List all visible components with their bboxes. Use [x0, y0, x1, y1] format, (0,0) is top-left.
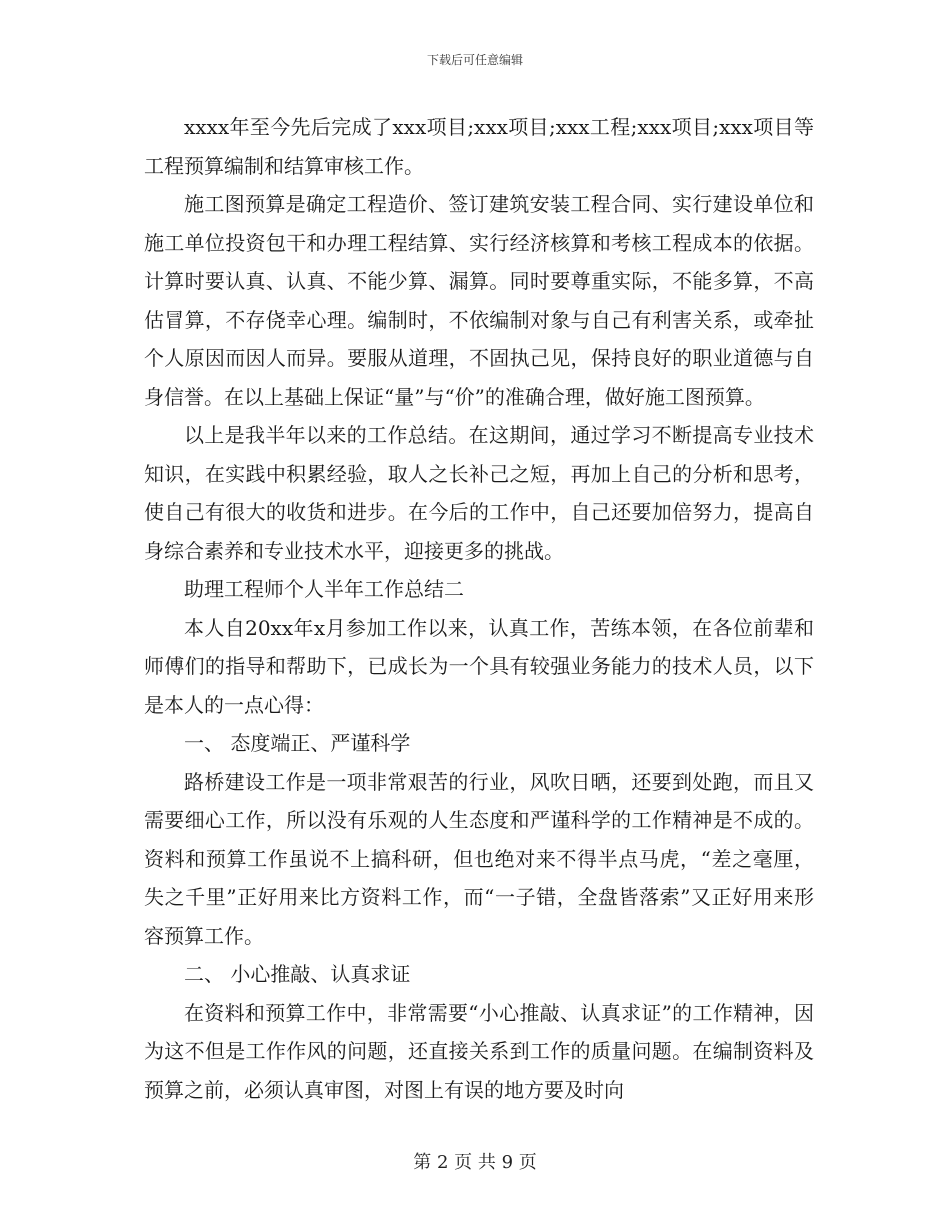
- subheading-attitude: 一、 态度端正、严谨科学: [184, 731, 411, 755]
- section-title-summary-two: 助理工程师个人半年工作总结二: [184, 577, 464, 601]
- document-body: [144, 108, 814, 1109]
- page-footer-page-number: 第 2 页 共 9 页: [413, 1152, 537, 1173]
- paragraph-construction-budget: 施工图预算是确定工程造价、签订建筑安装工程合同、实行建设单位和施工单位投资包干和办理工程结算、实行经济核算和考核工程成本的依据。计算时要认真、认真、不能少算、漏算。同时要尊重实际，不能多算，不高估冒算，不存侥幸心理。编制时，不依编制对象与自己有利害关系，或牵扯个人原因而因人而异。要服从道理，不固执己见，保持良好的职业道德与自身信誉。在以上基础上保证“量”与“价”的准确合理，做好施工图预算。: [144, 192, 814, 409]
- paragraph-project-list: xxxx年至今先后完成了xxx项目;xxx项目;xxx工程;xxx项目;xxx项目等工程预算编制和结算审核工作。: [144, 115, 814, 178]
- paragraph-verification: 在资料和预算工作中，非常需要“小心推敲、认真求证”的工作精神，因为这不但是工作作风的问题，还直接关系到工作的质量问题。在编制资料及预算之前，必须认真审图，对图上有误的地方要及时向: [144, 1000, 814, 1102]
- paragraph-intro: 本人自20xx年x月参加工作以来，认真工作，苦练本领，在各位前辈和师傅们的指导和帮助下，已成长为一个具有较强业务能力的技术人员，以下是本人的一点心得：: [144, 615, 814, 717]
- subheading-verification: 二、 小心推敲、认真求证: [184, 962, 411, 986]
- paragraph-attitude: 路桥建设工作是一项非常艰苦的行业，风吹日晒，还要到处跑，而且又需要细心工作，所以没有乐观的人生态度和严谨科学的工作精神是不成的。资料和预算工作虽说不上搞科研，但也绝对来不得半点马虎，“差之毫厘，失之千里”正好用来比方资料工作，而“一子错，全盘皆落索”又正好用来形容预算工作。: [144, 769, 814, 948]
- page-header: 下载后可任意编辑: [426, 53, 523, 67]
- paragraph-summary: 以上是我半年以来的工作总结。在这期间，通过学习不断提高专业技术知识，在实践中积累经验，取人之长补己之短，再加上自己的分析和思考，使自己有很大的收货和进步。在今后的工作中，自己还要加倍努力，提高自身综合素养和专业技术水平，迎接更多的挑战。: [144, 423, 814, 563]
